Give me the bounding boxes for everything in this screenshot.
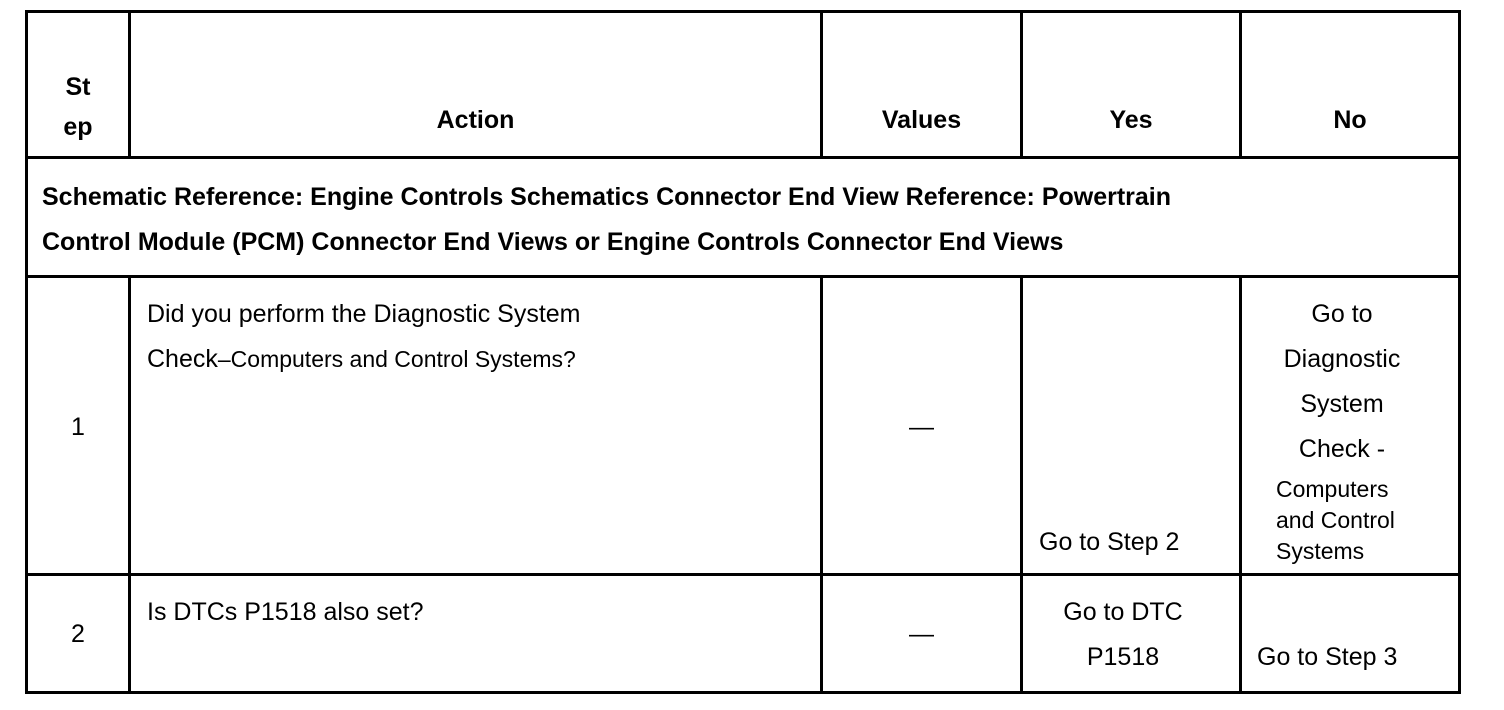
yes-link[interactable]: Go to Step 2 (1039, 528, 1180, 556)
table-row-2-no (1239, 573, 1461, 694)
header-step-line2: ep (63, 113, 93, 141)
diagnostic-table (25, 10, 1461, 694)
values-text: — (909, 413, 934, 441)
no-text-line2: Diagnostic (1283, 345, 1401, 373)
table-row-2-values (820, 573, 1023, 694)
action-text-line1: Is DTCs P1518 also set? (147, 598, 424, 626)
table-row-1-values (820, 275, 1023, 576)
no-text-line4: Check - (1298, 435, 1386, 463)
table-row-2-yes (1020, 573, 1242, 694)
header-action (128, 10, 823, 159)
table-row-1-action (128, 275, 823, 576)
values-text: — (909, 620, 934, 648)
header-yes (1020, 10, 1242, 159)
action-text-line2b: –Computers and Control Systems? (217, 346, 576, 372)
schematic-reference (25, 156, 1461, 278)
table-row-2-step (25, 573, 131, 694)
header-step (25, 10, 131, 159)
action-text-line1: Did you perform the Diagnostic System (147, 300, 581, 328)
yes-text-line1: Go to DTC (1063, 598, 1183, 626)
no-link[interactable]: Go to Step 3 (1257, 643, 1398, 671)
header-step-line1: St (65, 73, 91, 101)
step-number: 2 (71, 620, 85, 648)
no-text-line6: and Control (1276, 507, 1395, 533)
header-yes-label: Yes (1109, 106, 1153, 134)
no-link-top[interactable] (1242, 292, 1442, 472)
header-values-label: Values (881, 106, 962, 134)
yes-link[interactable] (1023, 590, 1223, 680)
table-row-1-step (25, 275, 131, 576)
reference-line1: Schematic Reference: Engine Controls Schematics Connector End View Reference: Powertrain (42, 183, 1172, 211)
header-action-label: Action (436, 106, 515, 134)
no-text-line7: Systems (1276, 538, 1365, 564)
table-row-2-action (128, 573, 823, 694)
no-text-line1: Go to (1311, 300, 1373, 328)
no-text-line3: System (1300, 390, 1384, 418)
header-no-label: No (1333, 106, 1367, 134)
header-values (820, 10, 1023, 159)
no-link-bottom[interactable] (1276, 474, 1395, 567)
table-row-1-no (1239, 275, 1461, 576)
yes-text-line2: P1518 (1086, 643, 1160, 671)
table-row-1-yes (1020, 275, 1242, 576)
step-number: 1 (71, 413, 85, 441)
no-text-line5: Computers (1276, 476, 1389, 502)
header-no (1239, 10, 1461, 159)
reference-line2: Control Module (PCM) Connector End Views or Engine Controls Connector End Views (42, 228, 1064, 256)
action-text-line2a: Check (147, 345, 218, 373)
